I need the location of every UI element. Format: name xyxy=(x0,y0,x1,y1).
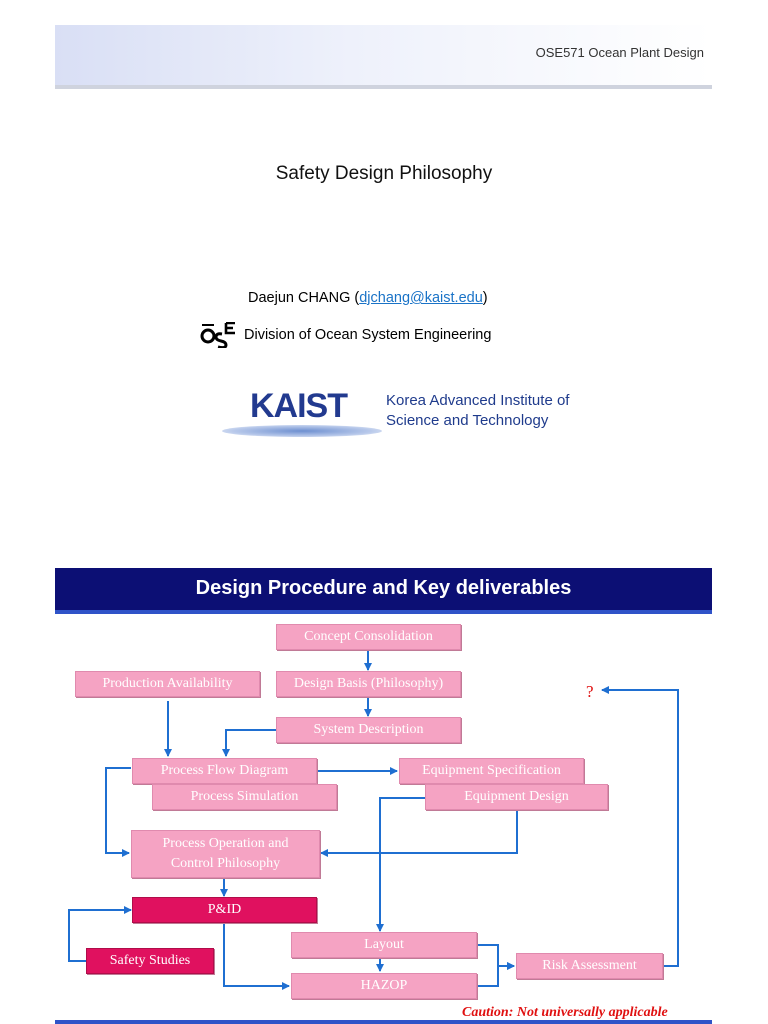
author-close-paren: ) xyxy=(482,290,488,306)
course-label: OSE571 Ocean Plant Design xyxy=(535,45,704,60)
kaist-wordmark: KAIST xyxy=(250,387,347,425)
author-name: Daejun CHANG xyxy=(248,290,351,306)
kaist-logo xyxy=(222,383,602,443)
box-equipment-specification: Equipment Specification xyxy=(399,758,584,784)
author-open-paren: ( xyxy=(354,290,360,306)
arrow-layout-to-risk xyxy=(477,945,514,966)
division-line xyxy=(200,322,491,348)
box-safety-studies: Safety Studies xyxy=(86,948,214,974)
arrow-equipdesign-to-procop xyxy=(321,810,517,853)
box-hazop: HAZOP xyxy=(291,973,477,999)
box-process-flow-diagram: Process Flow Diagram xyxy=(132,758,317,784)
slide-title: Safety Design Philosophy xyxy=(275,163,493,184)
box-layout: Layout xyxy=(291,932,477,958)
kaist-name-line1: Korea Advanced Institute of xyxy=(386,392,570,409)
question-mark: ? xyxy=(586,682,594,701)
author-email-link[interactable]: djchang@kaist.edu xyxy=(359,290,483,306)
box-concept-consolidation: Concept Consolidation xyxy=(276,624,461,650)
box-production-availability: Production Availability xyxy=(75,671,260,697)
kaist-full-name xyxy=(386,391,569,431)
arrow-pfd-to-procop xyxy=(106,768,131,853)
kaist-logo-swoosh xyxy=(222,425,382,437)
procedure-title: Design Procedure and Key deliverables xyxy=(195,577,572,599)
box-process-operation xyxy=(131,830,320,878)
arrow-equipdesign-to-layout xyxy=(380,798,425,931)
arrow-sysdesc-to-pfd xyxy=(226,730,276,756)
header-bar xyxy=(55,25,712,89)
caution-note: Caution: Not universally applicable xyxy=(462,1005,668,1020)
author-line xyxy=(248,290,488,306)
box-equipment-design: Equipment Design xyxy=(425,784,608,810)
arrow-pid-to-hazop xyxy=(224,922,289,986)
box-risk-assessment: Risk Assessment xyxy=(516,953,663,979)
box-pid: P&ID xyxy=(132,897,317,923)
kaist-name-line2: Science and Technology xyxy=(386,412,549,429)
box-system-description: System Description xyxy=(276,717,461,743)
bottom-rule xyxy=(55,1020,712,1024)
division-name: Division of Ocean System Engineering xyxy=(244,327,492,343)
box-design-basis: Design Basis (Philosophy) xyxy=(276,671,461,697)
procedure-slide xyxy=(0,568,768,1024)
arrow-risk-to-question xyxy=(602,690,678,966)
ose-logo-icon xyxy=(200,322,236,348)
box-process-simulation: Process Simulation xyxy=(152,784,337,810)
box-process-operation-line1: Process Operation and xyxy=(162,836,289,851)
box-process-operation-line2: Control Philosophy xyxy=(170,856,281,871)
arrow-hazop-to-risk xyxy=(477,966,514,986)
